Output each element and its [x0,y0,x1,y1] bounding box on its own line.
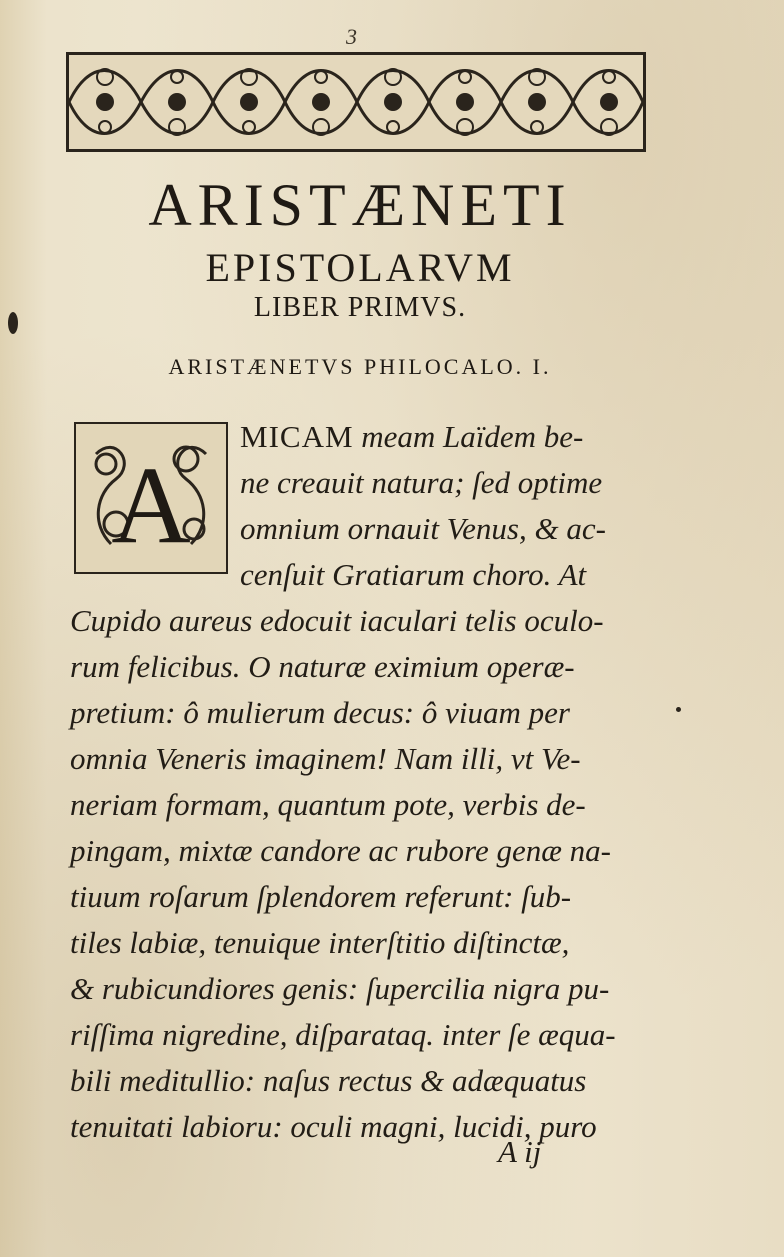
ink-spot [676,707,681,712]
signature-mark: A ij [498,1134,542,1169]
ornamental-headpiece [66,52,646,152]
first-word: MICAM [240,419,354,454]
text-line-5: Cupido aureus edocuit iaculari telis oculo- [70,603,604,638]
text-line-13: & rubicundiores genis: ſupercilia nigra pu- [70,971,610,1006]
text-line-10: pingam, mixtæ candore ac rubore genæ na- [70,833,611,868]
ink-spot [8,312,18,334]
text-line-15: bili meditullio: naſus rectus & adæquatus [70,1063,587,1098]
text-line-11: tiuum roſarum ſplendorem referunt: ſub- [70,879,572,914]
text-line-8: omnia Veneris imaginem! Nam illi, vt Ve- [70,741,581,776]
text-line-2: ne creauit natura; ſed optime [240,465,603,500]
text-line-16: tenuitati labioru: oculi magni, lucidi, puro [70,1109,597,1144]
folio-number: 3 [346,24,357,49]
text-line-6: rum felicibus. O naturæ eximium operæ- [70,649,575,684]
page-title: ARISTÆNETI [148,172,572,238]
letter-heading: ARISTÆNETVS PHILOCALO. I. [168,354,552,379]
book-heading: LIBER PRIMVS. [253,292,467,323]
text-line-9: neriam formam, quantum pote, verbis de- [70,787,586,822]
initial-letter: A [111,444,191,566]
decorated-initial [74,422,228,574]
text-line-1: MICAM meam Laïdem be- [240,419,584,454]
text-line-14: riſſima nigredine, diſparataq. inter ſe æqua- [70,1017,616,1052]
page-subtitle: EPISTOLARVM [205,245,515,290]
text-line-4: cenſuit Gratiarum choro. At [240,557,587,592]
text-line-7: pretium: ô mulierum decus: ô viuam per [70,695,570,730]
text-line-12: tiles labiæ, tenuique interſtitio diſtinctæ, [70,925,570,960]
text-line-3: omnium ornauit Venus, & ac- [240,511,606,546]
